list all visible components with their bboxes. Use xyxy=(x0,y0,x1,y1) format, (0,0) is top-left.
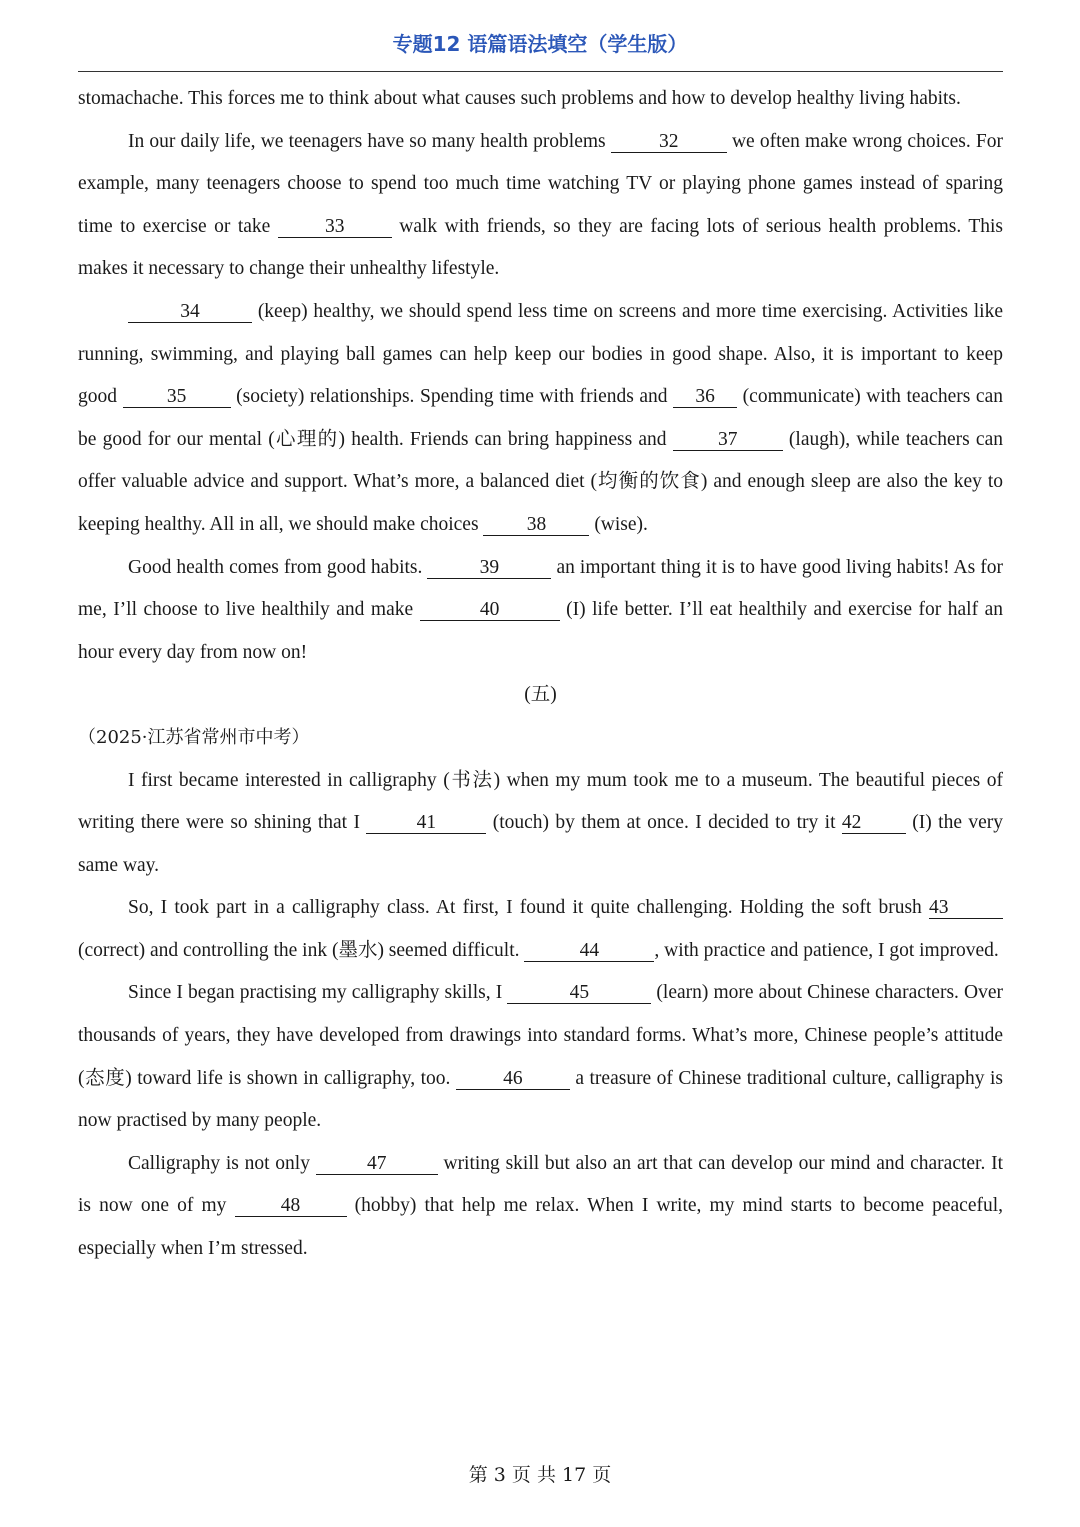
section-label: (五) xyxy=(524,684,557,706)
source-citation: （2025·江苏省常州市中考） xyxy=(78,726,310,748)
blank-46[interactable]: 46 xyxy=(456,1069,570,1090)
page-footer-number: 第 3 页 共 17 页 xyxy=(468,1464,612,1486)
blank-34[interactable]: 34 xyxy=(128,302,252,323)
paragraph-good-habits: Good health comes from good habits. 39 an important thing it is to have good living habits! As for me, I’ll choose to live healthily and make 40 (I) life better. I’ll eat healthily and exercise for half an hour every day from now on! xyxy=(78,556,1003,663)
blank-44[interactable]: 44 xyxy=(524,941,654,962)
blank-37[interactable]: 37 xyxy=(673,430,783,451)
paragraph-chinese-characters: Since I began practising my calligraphy skills, I 45 (learn) more about Chinese characters. Over thousands of years, they have developed from drawings into standard forms. What’s more, Chinese people’s attitude (态度) toward life is shown in calligraphy, too. 46 a treasure of Chinese traditional culture, calligraphy is now practised by many people. xyxy=(78,982,1004,1132)
blank-35[interactable]: 35 xyxy=(123,387,231,408)
paragraph-calligraphy-interest: I first became interested in calligraphy (书法) when my mum took me to a museum. The beautiful pieces of writing there were so shining that I 41 (touch) by them at once. I decided to try it 42 (I) the very same way. xyxy=(78,769,1004,876)
blank-48[interactable]: 48 xyxy=(235,1196,347,1217)
blank-36[interactable]: 36 xyxy=(673,387,737,408)
paragraph-health-problems: In our daily life, we teenagers have so many health problems 32 we often make wrong choices. For example, many teenagers choose to spend too much time watching TV or playing phone games instead of sparing time to exercise or take 33 walk with friends, so they are facing lots of serious health problems. This makes it necessary to change their unhealthy lifestyle. xyxy=(78,130,1004,280)
blank-43[interactable]: 43 xyxy=(929,898,1003,919)
page-header-title: 专题12 语篇语法填空（学生版） xyxy=(392,32,688,56)
blank-47[interactable]: 47 xyxy=(316,1154,438,1175)
paragraph-calligraphy-class: So, I took part in a calligraphy class. At first, I found it quite challenging. Holding the soft brush 43 (correct) and controlling the ink (墨水) seemed difficult. 44 , with practice and patience, I got improved. xyxy=(78,887,1003,972)
document-body xyxy=(78,78,1003,1271)
blank-41[interactable]: 41 xyxy=(366,813,486,834)
paragraph-keep-healthy: 34 (keep) healthy, we should spend less time on screens and more time exercising. Activities like running, swimming, and playing ball games can help keep our bodies in good shape. Also, it is important to keep good 35 (society) relationships. Spending time with friends and 36 (communicate) with teachers can be good for our mental (心理的) health. Friends can bring happiness and 37 (laugh), while teachers can offer valuable advice and support. What’s more, a balanced diet (均衡的饮食) and enough sleep are also the key to keeping healthy. All in all, we should make choices 38 (wise). xyxy=(78,300,1003,535)
paragraph-calligraphy-art: Calligraphy is not only 47 writing skill but also an art that can develop our mind and character. It is now one of my 48 (hobby) that help me relax. When I write, my mind starts to become peaceful, especially when I’m stressed. xyxy=(78,1152,1004,1260)
blank-39[interactable]: 39 xyxy=(427,558,551,579)
blank-32[interactable]: 32 xyxy=(611,132,727,153)
blank-45[interactable]: 45 xyxy=(507,983,651,1004)
paragraph-continued: stomachache. This forces me to think about what causes such problems and how to develop healthy living habits. xyxy=(78,88,961,109)
blank-38[interactable]: 38 xyxy=(483,515,589,536)
blank-33[interactable]: 33 xyxy=(278,217,392,238)
blank-40[interactable]: 40 xyxy=(420,600,560,621)
blank-42[interactable]: 42 xyxy=(842,813,906,834)
header-rule xyxy=(78,71,1003,72)
